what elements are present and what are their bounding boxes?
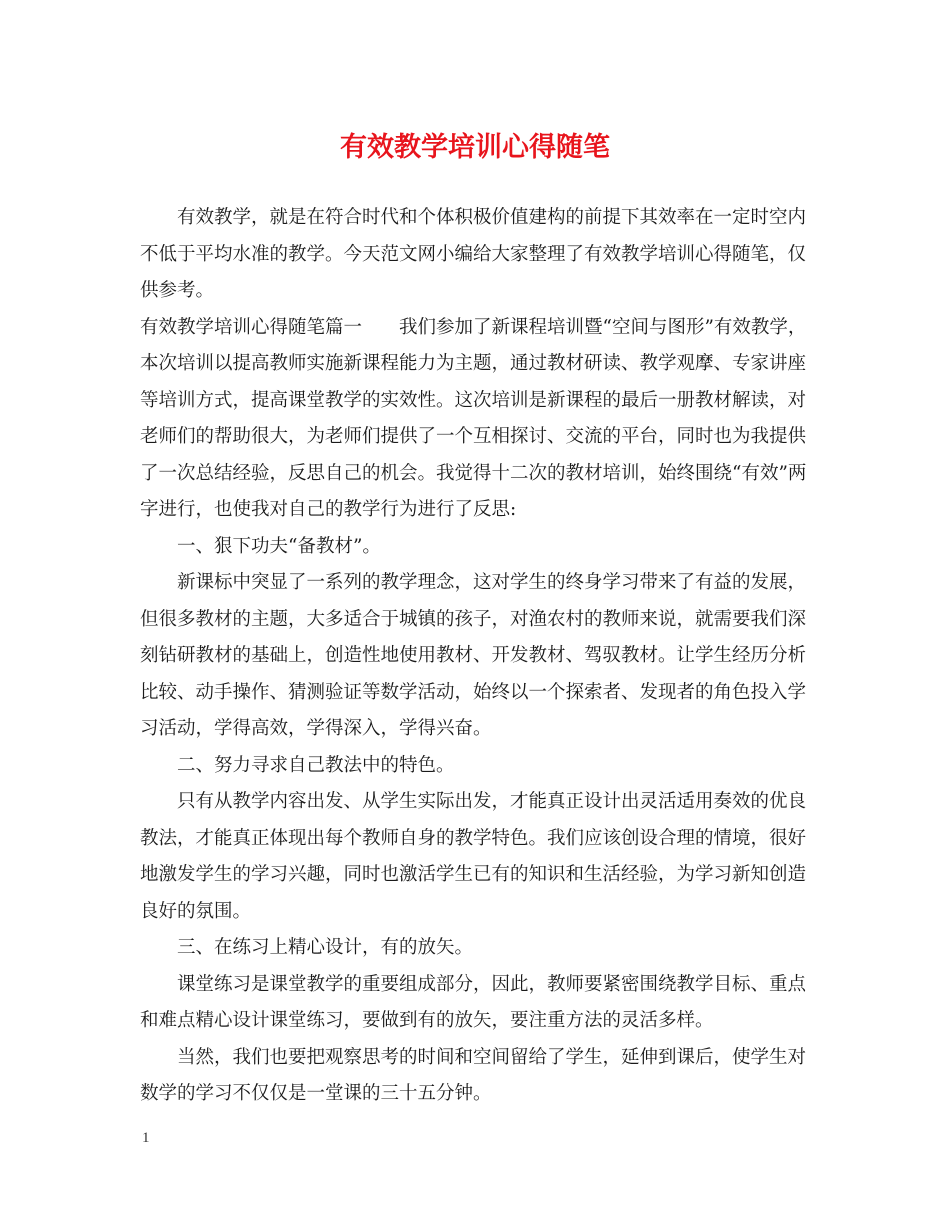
section-heading-two: 二、努力寻求自己教法中的特色。 (177, 754, 455, 776)
document-body (140, 200, 820, 1113)
section-two-paragraph: 只有从教学内容出发、从学生实际出发，才能真正设计出灵活适用奏效的优良教法，才能真正体现出每个教师自身的教学特色。我们应该创设合理的情境，很好地激发学生的学习兴趣，同时也激活学生已有的知识和生活经验，为学习新知创造良好的氛围。 (140, 791, 807, 922)
page-number: 1 (142, 1130, 150, 1146)
article-one-paragraph: 有效教学培训心得随笔篇一 我们参加了新课程培训暨“空间与图形”有效教学，本次培训以提高教师实施新课程能力为主题，通过教材研读、教学观摩、专家讲座等培训方式，提高课堂教学的实效性。这次培训是新课程的最后一册教材解读，对老师们的帮助很大，为老师们提供了一个互相探讨、交流的平台，同时也为我提供了一次总结经验，反思自己的机会。我觉得十二次的教材培训，始终围绕“有效”两字进行，也使我对自己的教学行为进行了反思: (140, 316, 807, 520)
section-heading-one: 一、狠下功夫“备教材”。 (177, 535, 381, 557)
section-heading-three: 三、在练习上精心设计，有的放矢。 (177, 937, 474, 958)
section-one-paragraph: 新课标中突显了一系列的教学理念，这对学生的终身学习带来了有益的发展，但很多教材的主题，大多适合于城镇的孩子，对渔农村的教师来说，就需要我们深刻钻研教材的基础上，创造性地使用教材、开发教材、驾驭教材。让学生经历分析比较、动手操作、猜测验证等数学活动，始终以一个探索者、发现者的角色投入学习活动，学得高效，学得深入，学得兴奋。 (140, 572, 807, 739)
document-title: 有效教学培训心得随笔 (340, 132, 610, 163)
closing-paragraph: 当然，我们也要把观察思考的时间和空间留给了学生，延伸到课后，使学生对数学的学习不仅仅是一堂课的三十五分钟。 (140, 1046, 807, 1104)
section-three-paragraph: 课堂练习是课堂教学的重要组成部分，因此，教师要紧密围绕教学目标、重点和难点精心设计课堂练习，要做到有的放矢，要注重方法的灵活多样。 (140, 973, 807, 1031)
intro-paragraph: 有效教学，就是在符合时代和个体积极价值建构的前提下其效率在一定时空内不低于平均水准的教学。今天范文网小编给大家整理了有效教学培训心得随笔，仅供参考。 (140, 207, 807, 301)
